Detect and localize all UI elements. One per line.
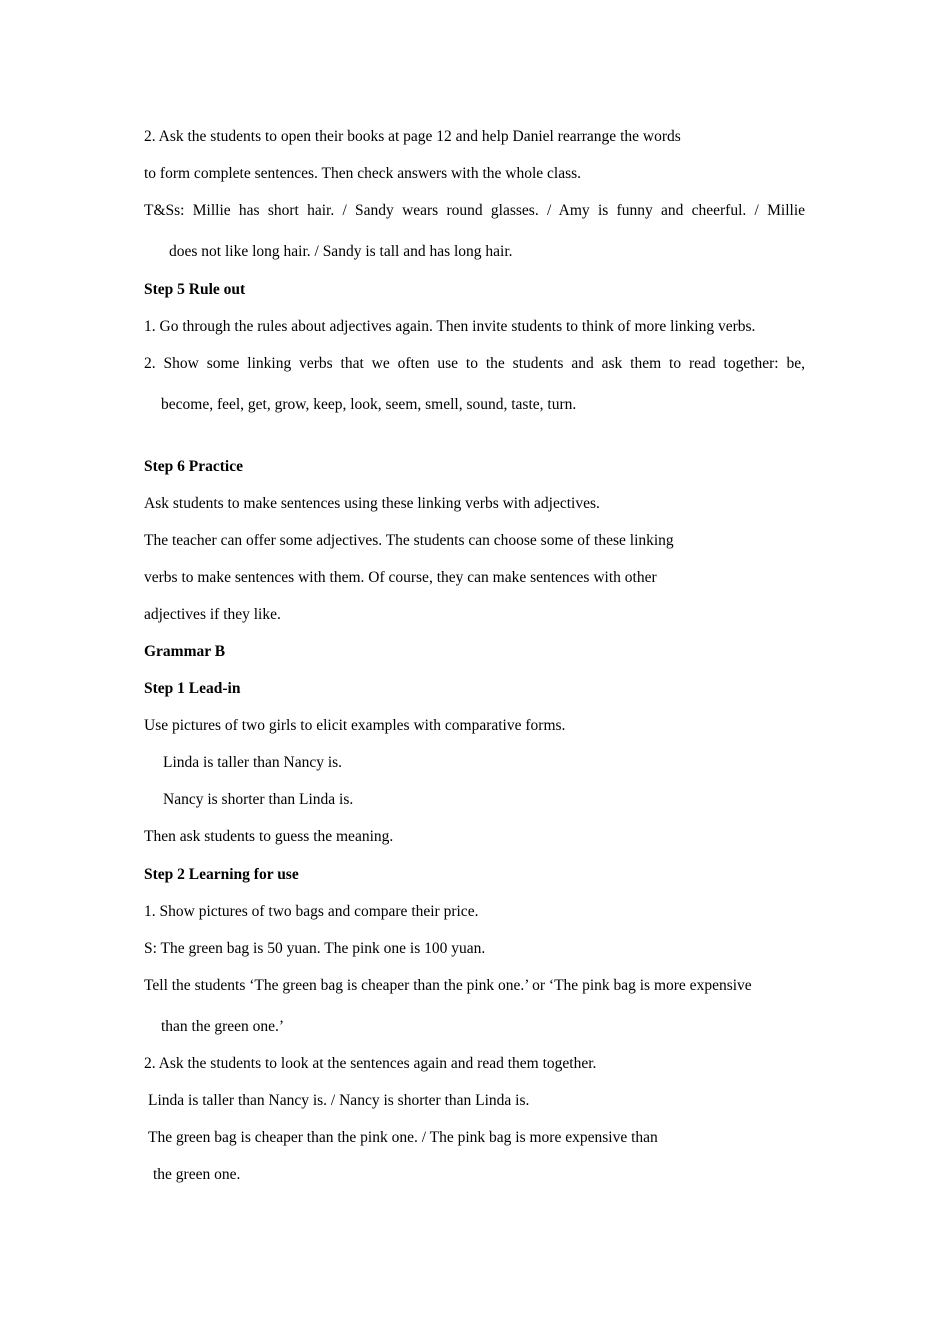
dialogue-line: does not like long hair. / Sandy is tall and has long hair. — [169, 243, 513, 260]
example-sentence: The green bag is cheaper than the pink one. / The pink bag is more expensive than — [148, 1129, 658, 1146]
example-sentence: Nancy is shorter than Linda is. — [163, 791, 354, 808]
instruction-line: 2. Show some linking verbs that we often use to the students and ask them to read together: be, — [144, 355, 805, 372]
instruction-line: Use pictures of two girls to elicit examples with comparative forms. — [144, 717, 566, 734]
section-heading: Grammar B — [144, 643, 226, 660]
example-sentence: the green one. — [153, 1166, 241, 1183]
instruction-line: become, feel, get, grow, keep, look, seem, smell, sound, taste, turn. — [161, 396, 577, 413]
instruction-line: adjectives if they like. — [144, 606, 281, 623]
instruction-line: to form complete sentences. Then check answers with the whole class. — [144, 165, 582, 182]
example-sentence: Linda is taller than Nancy is. — [163, 754, 343, 771]
dialogue-line: T&Ss: Millie has short hair. / Sandy wears round glasses. / Amy is funny and cheerful. / Millie — [144, 202, 805, 219]
instruction-line: 2. Ask the students to look at the sentences again and read them together. — [144, 1055, 597, 1072]
instruction-line: 2. Ask the students to open their books at page 12 and help Daniel rearrange the words — [144, 128, 681, 145]
instruction-line: 1. Show pictures of two bags and compare their price. — [144, 903, 479, 920]
instruction-line: verbs to make sentences with them. Of course, they can make sentences with other — [144, 569, 657, 586]
example-sentence: Linda is taller than Nancy is. / Nancy is shorter than Linda is. — [148, 1092, 530, 1109]
instruction-line: Ask students to make sentences using these linking verbs with adjectives. — [144, 495, 600, 512]
instruction-line: than the green one.’ — [161, 1018, 285, 1035]
step-heading: Step 2 Learning for use — [144, 866, 299, 883]
step-heading: Step 1 Lead-in — [144, 680, 241, 697]
instruction-line: 1. Go through the rules about adjectives again. Then invite students to think of more linking verbs. — [144, 318, 756, 335]
step-heading: Step 5 Rule out — [144, 281, 246, 298]
instruction-line: The teacher can offer some adjectives. The students can choose some of these linking — [144, 532, 674, 549]
step-heading: Step 6 Practice — [144, 458, 243, 475]
instruction-line: Tell the students ‘The green bag is cheaper than the pink one.’ or ‘The pink bag is more expensive — [144, 977, 752, 994]
instruction-line: Then ask students to guess the meaning. — [144, 828, 394, 845]
dialogue-line: S: The green bag is 50 yuan. The pink one is 100 yuan. — [144, 940, 486, 957]
